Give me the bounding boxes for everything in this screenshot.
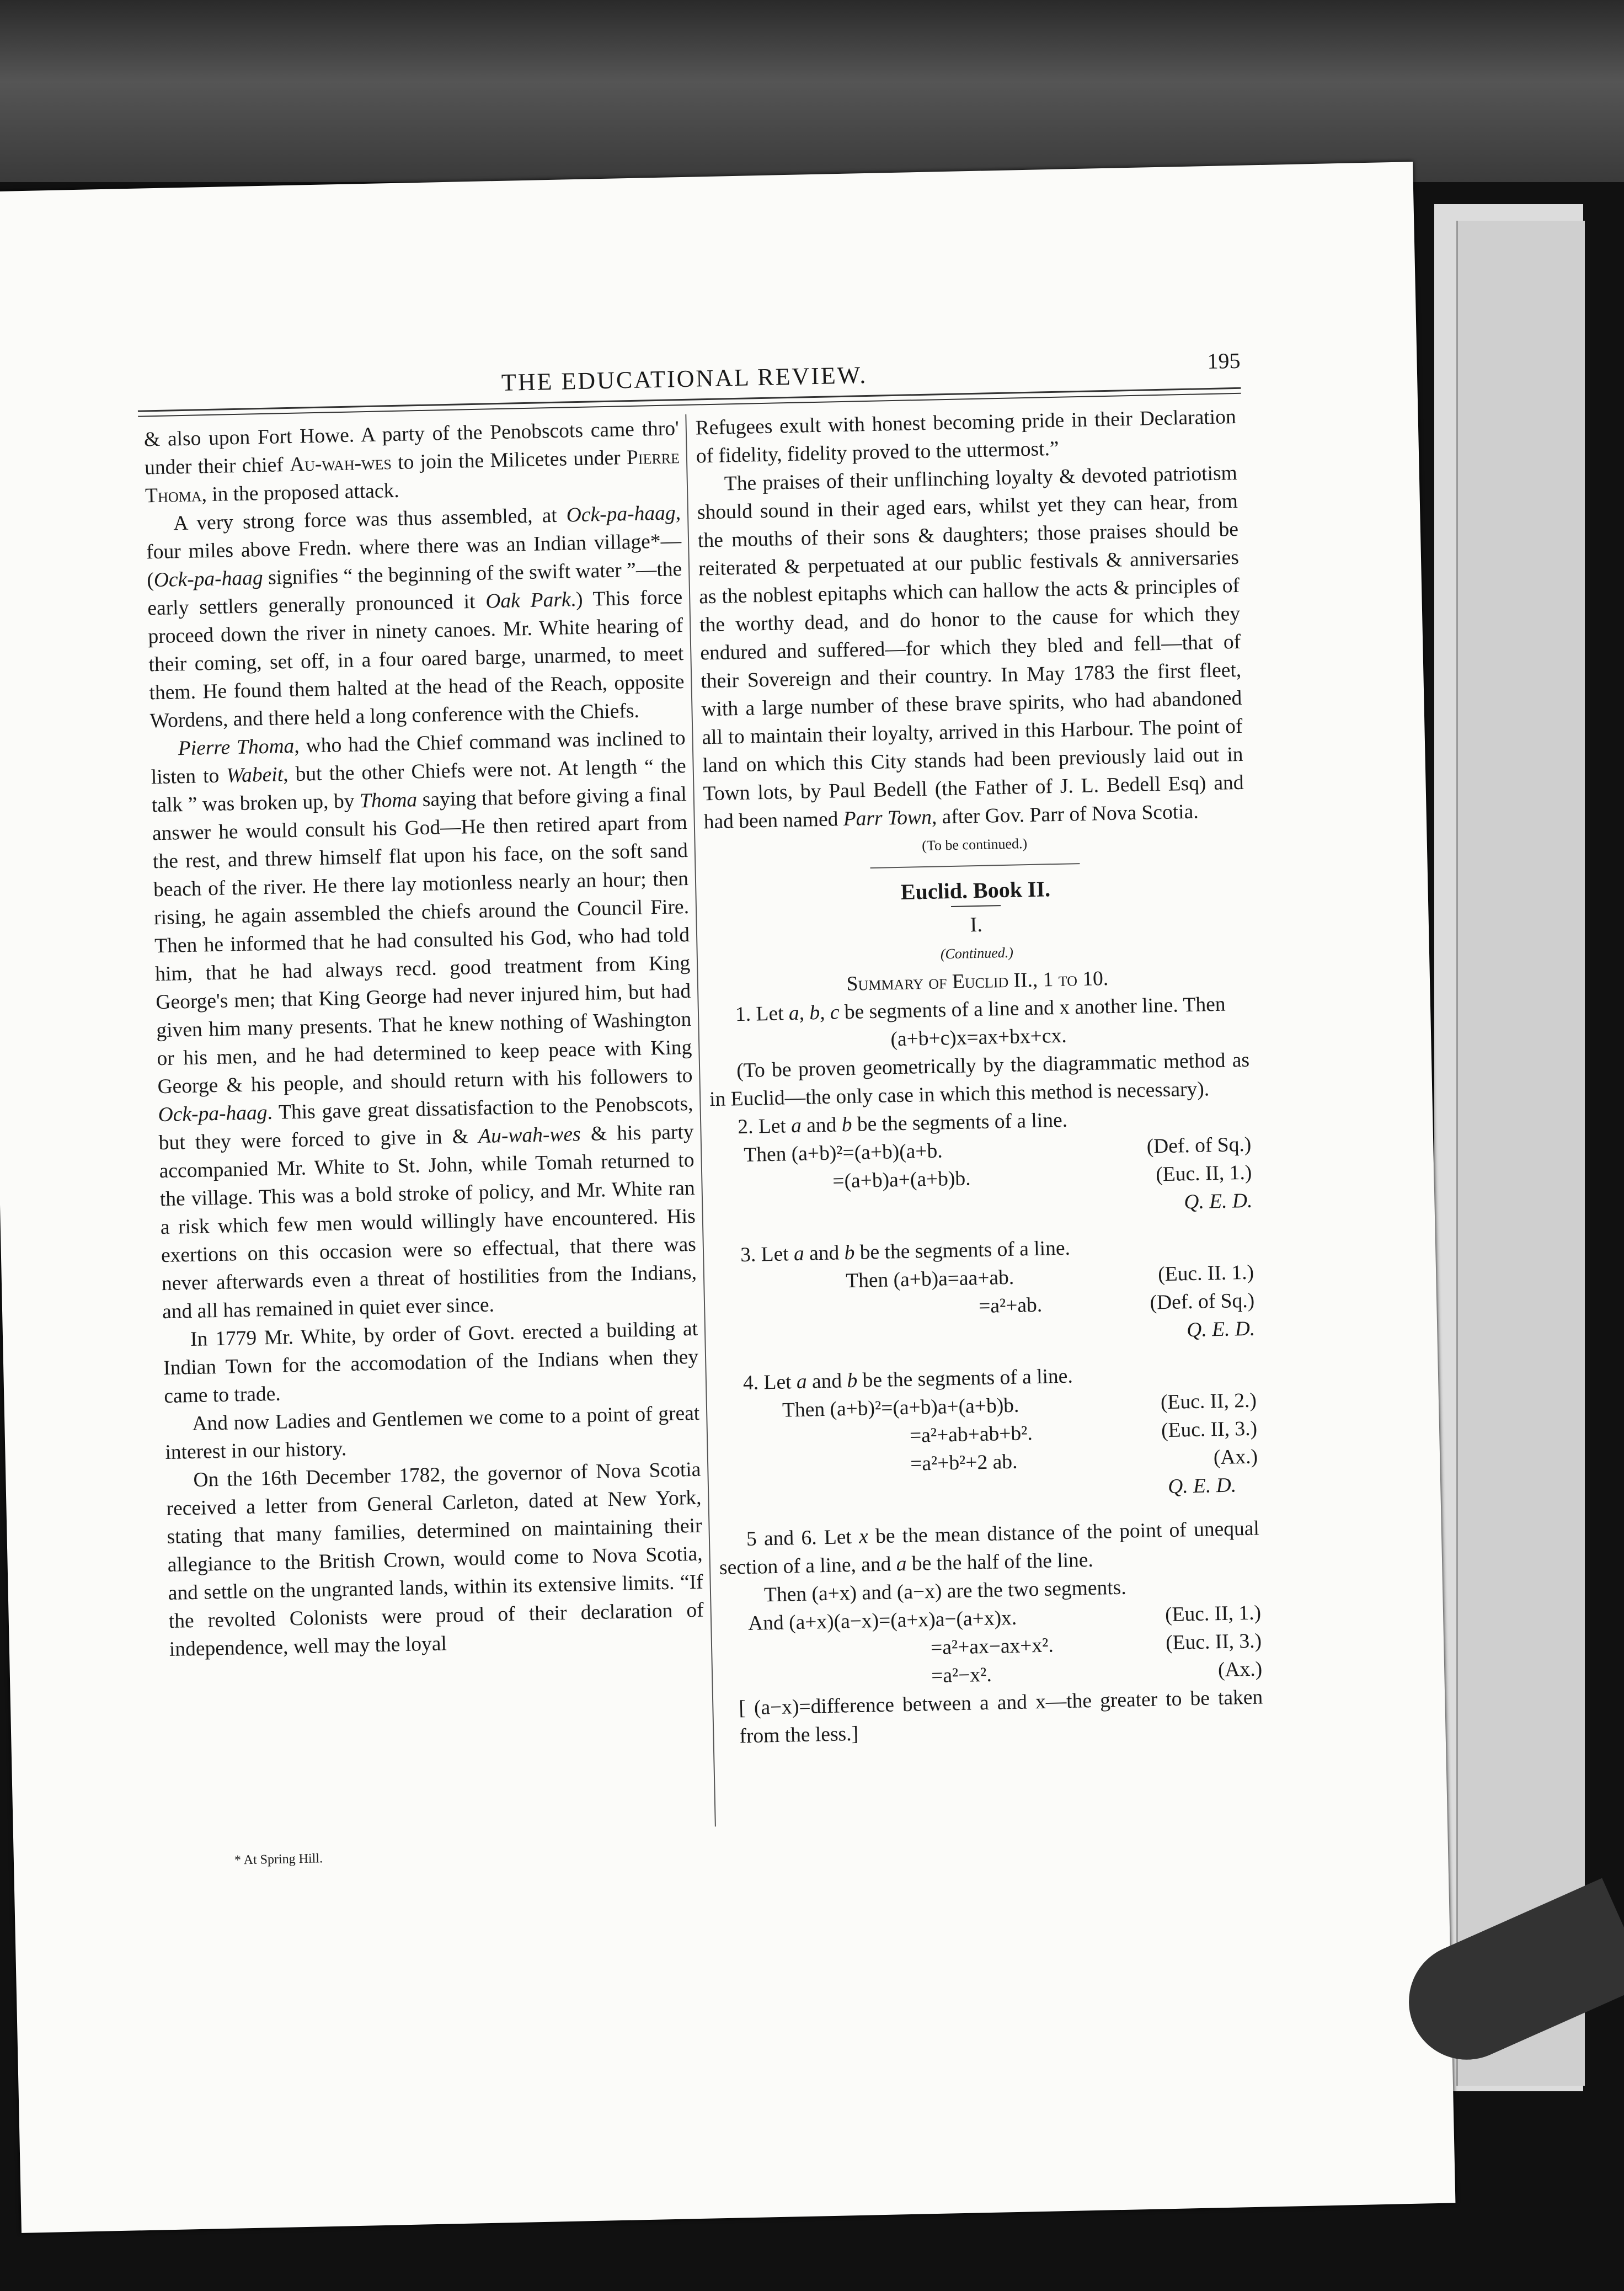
qed: Q. E. D. <box>1186 1317 1256 1342</box>
proof-line: Then (a+x) and (a−x) are the two segments. <box>763 1576 1127 1607</box>
section-heading: Euclid. Book II. <box>900 876 1051 904</box>
paragraph: A very strong force was thus assembled, at Ock-pa-haag, four miles above Fredn. where there was an Indian village*—(Ock-pa-haag signifies “ the beginning of the swift water ”—the early settlers generally pronounced it Oak Park.) This force proceed down the river in ninety canoes. Mr. White hearing of their coming, set off, in a four oared barge, unarmed, to meet them. He found them halted at the head of the Reach, opposite Wordens, and there held a long conference with the Chiefs. <box>146 502 685 733</box>
back-pages-edge <box>1456 221 1585 2086</box>
document-page <box>0 162 1455 2233</box>
theorem-1: 1. Let a, b, c be segments of a line and x another line. Then <box>735 993 1226 1026</box>
proof-reason: (Euc. II, 3.) <box>1161 1417 1258 1442</box>
proof-note: [ (a−x)=difference between a and x—the greater to be taken from the less.] <box>738 1686 1263 1748</box>
proof-reason: (Euc. II. 1.) <box>1157 1261 1254 1286</box>
running-header <box>137 348 1241 415</box>
theorem-4: 4. Let a and b be the segments of a line. <box>742 1365 1073 1395</box>
to-be-continued: (To be continued.) <box>921 835 1028 854</box>
footnote: * At Spring Hill. <box>234 1851 323 1868</box>
proof-2 <box>710 1131 1253 1226</box>
paragraph: (To be proven geometrically by the diagrammatic method as in Euclid—the only case in which this method is necessary). <box>709 1048 1250 1111</box>
proof-4 <box>716 1387 1259 1510</box>
paragraph: Pierre Thoma, who had the Chief command was inclined to listen to Wabeit, but the other Chiefs were not. At length “ the talk ” was broken up, by Thoma saying that before giving a final answer he would consult his God—He then retired apart from the rest, and threw himself flat upon his face, on the soft sand beach of the river. He there lay motionless nearly an hour; then rising, he again assembled the chiefs around the Council Fire. Then he informed that he had consulted his God, who had told him, that he had always recd. good treatment from King George's men; that King George had never injured him, but had given him many presents. That he knew nothing of Washington or his men, and he had determined to keep peace with King George & his people, and should return with his followers to Ock-pa-haag. This gave great dissatisfaction to the Penobscots, but they were forced to give in & Au-wah-wes & his party accompanied Mr. White to St. John, while Tomah returned to the village. This was a bold stroke of policy, and Mr. White ran a risk which few men would willingly have encountered. His exertions on this occasion were so effectual, that there was never afterwards even a threat of hostilities from the Indians, and all has remained in quiet ever since. <box>151 727 697 1324</box>
journal-title: THE EDUCATIONAL REVIEW. <box>501 361 868 396</box>
proof-reason: (Def. of Sq.) <box>1146 1133 1252 1158</box>
proof-reason: (Euc. II, 1.) <box>1164 1601 1262 1627</box>
section-rule <box>870 863 1080 869</box>
proof-line: =a²−x². <box>931 1663 992 1688</box>
proof-line: =a²+ab. <box>978 1293 1043 1318</box>
paragraph: Refugees exult with honest becoming pride in their Declaration of fidelity, fidelity proved to the uttermost.” <box>695 405 1237 468</box>
proof-line: And (a+x)(a−x)=(a+x)a−(a+x)x. <box>747 1606 1017 1635</box>
proof-3 <box>713 1259 1256 1354</box>
continued-note: (Continued.) <box>940 944 1014 962</box>
proof-line: =a²+ax−ax+x². <box>930 1634 1054 1660</box>
equation: (a+b+c)x=ax+bx+cx. <box>890 1024 1067 1051</box>
paragraph: And now Ladies and Gentlemen we come to a point of great interest in our history. <box>165 1402 700 1464</box>
scan-background <box>0 0 1624 182</box>
proof-line: =a²+ab+ab+b². <box>909 1422 1033 1447</box>
qed: Q. E. D. <box>1183 1189 1253 1214</box>
left-column <box>143 414 704 1664</box>
proof-reason: (Euc. II, 3.) <box>1165 1629 1262 1655</box>
paragraph: The praises of their unflinching loyalty & devoted patriotism should sound in their aged ears, whilst yet they can hear, from the mouths of their sons & daughters; those praises should be reiterated & perpetuated at our public festivals & anniversaries as the noblest epitaphs which can hallow the acts & principles of the worthy dead, and do honor to the cause for which they endured and suffered—for which they bled and fell—that of their Sovereign and their country. In May 1783 the first fleet, with a large number of these brave spirits, who had abandoned all to maintain their loyalty, arrived in this Harbour. The point of land on which this City stands had been previously laid out in Town lots, by Paul Bedell (the Father of J. L. Bedell Esq) and had been named Parr Town, after Gov. Parr of Nova Scotia. <box>697 461 1244 834</box>
proof-line: =a²+b²+2 ab. <box>910 1450 1018 1475</box>
section-number: I. <box>970 913 983 937</box>
summary-heading: Summary of Euclid II., 1 to 10. <box>846 967 1109 995</box>
proof-reason: (Ax.) <box>1213 1445 1258 1469</box>
right-column <box>695 403 1264 1751</box>
proof-line: Then (a+b)²=(a+b)(a+b. <box>743 1139 943 1166</box>
theorem-5-6: 5 and 6. Let x be the mean distance of the point of unequal section of a line, and a be the half of the line. <box>719 1517 1260 1580</box>
proof-line: Then (a+b)a=aa+ab. <box>845 1266 1014 1293</box>
heading-rule <box>951 905 1001 907</box>
proof-line: =(a+b)a+(a+b)b. <box>832 1167 971 1193</box>
proof-reason: (Def. of Sq.) <box>1150 1289 1255 1314</box>
proof-reason: (Euc. II, 1.) <box>1155 1161 1252 1186</box>
page-number: 195 <box>1206 348 1241 374</box>
paragraph: On the 16th December 1782, the governor of Nova Scotia received a letter from General Carleton, dated at New York, stating that many families, determined on maintaining their allegiance to the British Crown, would come to Nova Scotia, and settle on the ungranted lands, within its extensive limits. “If the revolted Colonists were proud of their declaration of independence, well may the loyal <box>166 1458 704 1661</box>
qed: Q. E. D. <box>1167 1474 1237 1498</box>
proof-line: Then (a+b)²=(a+b)a+(a+b)b. <box>782 1394 1019 1422</box>
paragraph: In 1779 Mr. White, by order of Govt. erected a building at Indian Town for the accomodation of the Indians when they came to trade. <box>163 1317 699 1408</box>
paragraph: & also upon Fort Howe. A party of the Penobscots came thro' under their chief Au-wah-wes to join the Milicetes under Pierre Thoma, in the proposed attack. <box>143 417 680 508</box>
proof-reason: (Ax.) <box>1217 1658 1263 1682</box>
theorem-2: 2. Let a and b be the segments of a line. <box>737 1109 1068 1139</box>
proof-reason: (Euc. II, 2.) <box>1160 1389 1257 1414</box>
theorem-3: 3. Let a and b be the segments of a line. <box>740 1237 1071 1267</box>
proof-5-6 <box>720 1571 1263 1695</box>
